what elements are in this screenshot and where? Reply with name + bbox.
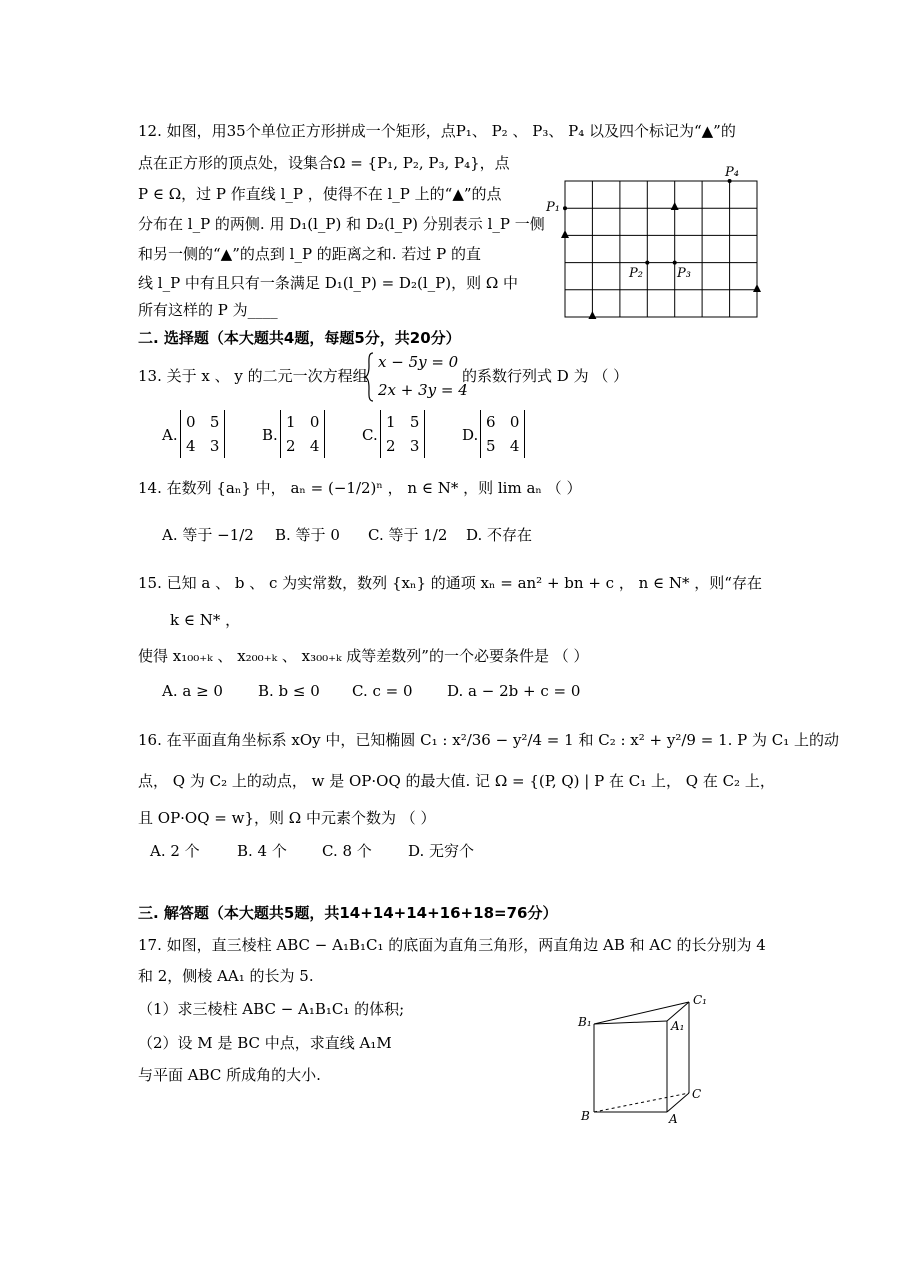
- triangle-markers: [561, 202, 761, 319]
- p3-label: P₃: [677, 266, 691, 281]
- b1-label: B₁: [578, 1015, 592, 1029]
- q16-option-b: B. 4 个: [237, 842, 287, 860]
- q15-option-c: C. c = 0: [352, 682, 413, 700]
- q12-line2: 点在正方形的顶点处，设集合Ω = {P₁, P₂, P₃, P₄}，点: [138, 154, 510, 172]
- section-2-title: 二. 选择题（本大题共4题，每题5分，共20分）: [138, 329, 461, 347]
- p4-label: P₄: [725, 165, 739, 180]
- q16-option-a: A. 2 个: [150, 842, 200, 860]
- triangle-marker: [671, 202, 679, 210]
- b-label: B: [581, 1109, 590, 1123]
- triangle-marker: [561, 230, 569, 238]
- q13-option-b-det: 1 0 2 4: [280, 410, 325, 458]
- q15-line2: k ∈ N* ，: [170, 611, 241, 629]
- q17-line2: 和 2，侧棱 AA₁ 的长为 5.: [138, 967, 314, 985]
- q14-option-d: D. 不存在: [466, 526, 533, 544]
- q17-part3: 与平面 ABC 所成角的大小.: [138, 1066, 321, 1084]
- a-label: A: [669, 1112, 678, 1126]
- q16-option-d: D. 无穷个: [408, 842, 475, 860]
- q14-option-a: A. 等于 −1/2: [162, 526, 254, 544]
- p2-point: [645, 261, 649, 265]
- q12-line3: P ∈ Ω，过 P 作直线 l_P ，使得不在 l_P 上的“▲”的点: [138, 185, 502, 203]
- q15-option-a: A. a ≥ 0: [162, 682, 223, 700]
- q12-line5: 和另一侧的“▲”的点到 l_P 的距离之和. 若过 P 的直: [138, 245, 481, 263]
- q14-option-b: B. 等于 0: [275, 526, 340, 544]
- brace-icon: [364, 352, 374, 402]
- q13-eq1: x − 5y = 0: [378, 353, 459, 371]
- q12-line7: 所有这样的 P 为____: [138, 301, 278, 319]
- q14-stem: 14. 在数列 {aₙ} 中， aₙ = (−1/2)ⁿ ， n ∈ N* ，则 lim aₙ （ ）: [138, 479, 582, 497]
- q17-line1: 17. 如图，直三棱柱 ABC − A₁B₁C₁ 的底面为直角三角形，两直角边 AB 和 AC 的长分别为 4: [138, 936, 766, 954]
- q14-option-c: C. 等于 1/2: [368, 526, 448, 544]
- triangle-marker: [753, 284, 761, 292]
- q13-option-b-label: B.: [262, 426, 278, 444]
- q16-option-c: C. 8 个: [322, 842, 372, 860]
- q13-tail: 的系数行列式 D 为 （ ）: [462, 367, 629, 385]
- hidden-edge: [594, 1093, 689, 1112]
- p1-label: P₁: [546, 200, 560, 215]
- q12-line1: 12. 如图，用35个单位正方形拼成一个矩形，点P₁、 P₂ 、 P₃、 P₄ 以及四个标记为“▲”的: [138, 122, 736, 140]
- q13-option-d-det: 6 0 5 4: [480, 410, 525, 458]
- q12-line6: 线 l_P 中有且只有一条满足 D₁(l_P) = D₂(l_P)，则 Ω 中: [138, 274, 519, 292]
- q12-grid-figure: [540, 160, 770, 320]
- q13-option-a-det: 0 5 4 3: [180, 410, 225, 458]
- c1-label: C₁: [693, 993, 707, 1007]
- c-label: C: [692, 1087, 702, 1101]
- p2-label: P₂: [629, 266, 643, 281]
- q13-option-c-det: 1 5 2 3: [380, 410, 425, 458]
- q17-prism-figure: [572, 990, 712, 1130]
- p3-point: [673, 261, 677, 265]
- q15-line3: 使得 x₁₀₀₊ₖ 、 x₂₀₀₊ₖ 、 x₃₀₀₊ₖ 成等差数列”的一个必要条件是 （ ）: [138, 647, 589, 665]
- q12-line4: 分布在 l_P 的两侧. 用 D₁(l_P) 和 D₂(l_P) 分别表示 l_P 一侧: [138, 215, 545, 233]
- q17-part1: （1）求三棱柱 ABC − A₁B₁C₁ 的体积;: [138, 1000, 405, 1018]
- q17-part2: （2）设 M 是 BC 中点，求直线 A₁M: [138, 1034, 392, 1052]
- q13-option-c-label: C.: [362, 426, 378, 444]
- q16-line2: 点， Q 为 C₂ 上的动点， w 是 OP·OQ 的最大值. 记 Ω = {(P, Q) | P 在 C₁ 上， Q 在 C₂ 上，: [138, 772, 775, 790]
- p1-point: [563, 206, 567, 210]
- q13-option-a-label: A.: [162, 426, 178, 444]
- q13-stem: 13. 关于 x 、 y 的二元一次方程组: [138, 367, 368, 385]
- q13-option-d-label: D.: [462, 426, 479, 444]
- triangle-marker: [588, 311, 596, 319]
- q13-eq2: 2x + 3y = 4: [378, 381, 468, 399]
- q16-line1: 16. 在平面直角坐标系 xOy 中，已知椭圆 C₁ : x²/36 − y²/4 = 1 和 C₂ : x² + y²/9 = 1. P 为 C₁ 上的动: [138, 731, 840, 749]
- q15-option-d: D. a − 2b + c = 0: [447, 682, 581, 700]
- q16-line3: 且 OP·OQ = w}，则 Ω 中元素个数为 （ ）: [138, 809, 436, 827]
- section-3-title: 三. 解答题（本大题共5题，共14+14+14+16+18=76分）: [138, 904, 558, 922]
- q15-option-b: B. b ≤ 0: [258, 682, 320, 700]
- a1-label: A₁: [671, 1019, 685, 1033]
- q15-line1: 15. 已知 a 、 b 、 c 为实常数，数列 {xₙ} 的通项 xₙ = an² + bn + c ， n ∈ N* ，则“存在: [138, 574, 762, 592]
